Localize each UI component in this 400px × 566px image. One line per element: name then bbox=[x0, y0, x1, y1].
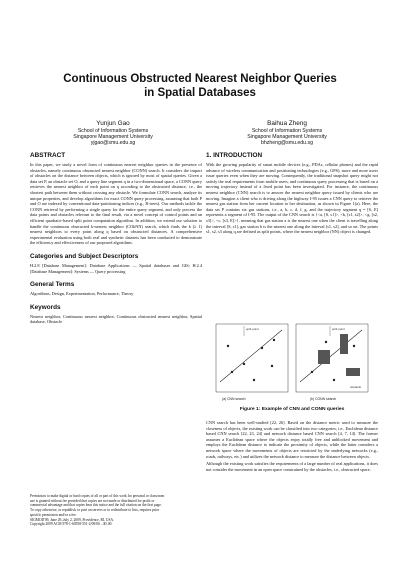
author-school: School of Information Systems bbox=[77, 128, 149, 134]
title-line-1: Continuous Obstructed Nearest Neighbor Queries bbox=[63, 73, 337, 85]
author-block-1 bbox=[28, 120, 198, 147]
introduction-paragraph-2: CNN search has been well-studied [22, 26]. Based on the distance metric used to measure the closeness of objects, the existing work can be classified into two categories, i.e., Euclidean distance based CNN search [22, 23, 24] and network distance based CNN search [4, 7, 14]. The former assumes a Euclidean space where the objects enjoy totally free and unblocked movement and employs the Euclidean distance to indicate the proximity of objects, while the latter considers a network space where the movements of objects are restricted by the underlying networks (e.g., roads, railways, etc.) and utilizes the network distance to measure the distance between objects. bbox=[206, 420, 378, 459]
author-email: bhzheng@smu.edu.sg bbox=[261, 140, 313, 147]
keywords-text: Nearest neighbor, Continuous nearest neighbor, Continuous obstructed nearest neighbor, Spatial database, Obstacle bbox=[30, 313, 202, 325]
categories-heading: Categories and Subject Descriptors bbox=[30, 252, 139, 260]
split-point-label-b: split point bbox=[332, 327, 345, 331]
copyright-venue: SIGMOD'09, June 29–July 2, 2009, Providence, RI, USA. bbox=[30, 517, 115, 522]
categories-text: H.2.8 [Database Management]: Database Applications — Spatial databases and GIS; H.2.4 [Database Management]: Systems — Query processing bbox=[30, 262, 202, 274]
author-university: Singapore Management University bbox=[247, 134, 327, 141]
figure-1-caption: Figure 1: Example of CNN and CONN queries bbox=[239, 407, 345, 412]
title-line-2: in Spatial Databases bbox=[144, 87, 256, 99]
introduction-paragraph-3: Although the existing work satisfies the requirements of a large number of real applications, it does not consider the movement in an open space constrained by the obstacles, i.e., obstructed space. bbox=[206, 461, 378, 472]
keywords-heading: Keywords bbox=[30, 303, 61, 311]
obstacle-label: obstacle bbox=[350, 385, 362, 389]
abstract-heading: ABSTRACT bbox=[30, 152, 66, 159]
subfigure-a-label: (a) CNN search bbox=[222, 397, 246, 401]
author-name: Yunjun Gao bbox=[96, 120, 130, 127]
copyright-line: Copyright 2009 ACM 978-1-60558-551-2/09/06 ...$5.00. bbox=[30, 522, 113, 527]
panel-b-conn-query bbox=[296, 324, 368, 392]
panel-a-cnn-query bbox=[216, 324, 288, 392]
paper-title bbox=[0, 72, 400, 100]
author-name: Baihua Zheng bbox=[267, 120, 307, 127]
copyright-notice bbox=[30, 494, 166, 527]
abstract-text: In this paper, we study a novel form of continuous nearest neighbor queries in the presence of obstacles, namely continuous obstructed nearest neighbor (CONN) search. It considers the impact of obstacles on the distance between objects, which is ignored by most of spatial queries. Given a data set P, an obstacle set O, and a query line segment q in a two-dimensional space, a CONN query retrieves the nearest neighbor of each point on q according to the obstructed distance, i.e., the shortest path between them without crossing any obstacle. We formulate CONN search, analyze its unique properties, and develop algorithms for exact CONN query processing, assuming that both P and O are indexed by conventional data-partitioning indices (e.g., R-trees). Our methods tackle the CONN retrieval by performing a single query for the entire query segment, and only process the data points and obstacles relevant to the final result, via a novel concept of control points and an efficient quadratic-based split point computation algorithm. In addition, we extend our solution to handle the continuous obstructed k-nearest neighbor (COkNN) search, which finds the k (≥ 1) nearest neighbors to every point along q based on obstructed distances. A comprehensive experimental evaluation using both real and synthetic datasets has been conducted to demonstrate the efficiency and effectiveness of our proposed algorithms. bbox=[30, 162, 202, 246]
figure-1-diagram bbox=[214, 322, 370, 404]
figure-1 bbox=[214, 322, 370, 404]
copyright-text: Permission to make digital or hard copies of all or part of this work for personal or classroom use is granted without fee provided that copies are not made or distributed for profit or commercial advantage and that copies bear this notice and the full citation on the first page. To copy otherwise, or republish, to post on servers or to redistribute to lists, requires prior specific permission and/or a fee. bbox=[30, 494, 165, 517]
author-university: Singapore Management University bbox=[73, 134, 153, 141]
general-terms-text: Algorithms, Design, Experimentation, Performance, Theory bbox=[30, 291, 134, 297]
left-column bbox=[30, 152, 202, 327]
subfigure-b-label: (b) CONN search bbox=[310, 397, 337, 401]
author-school: School of Information Systems bbox=[251, 128, 323, 134]
right-column-continued bbox=[206, 420, 378, 474]
general-terms-heading: General Terms bbox=[30, 281, 75, 289]
right-column bbox=[206, 152, 378, 237]
split-point-label-a: split point bbox=[246, 327, 259, 331]
introduction-paragraph-1: With the growing popularity of smart mobile devices (e.g., PDAs, cellular phones) and the rapid advance of wireless communication and positioning technologies (e.g., GPS), more and more users issue queries even when they are moving. Consequently, the traditional snapshot query might not satisfy the real requirements from mobile users, and continuous query processing that is based on a moving trajectory instead of a fixed point has been investigated. For instance, the continuous nearest neighbor (CNN) search is to answer the nearest neighbor query issued by clients who are moving. Imagine a client who is driving along the highway I-95 issues a CNN query to retrieve the nearest gas station from her current location to her destination, as shown in Figure 1(a). Here, the data set P contains six gas stations, i.e., a, b, c, d, f, g, and the trajectory segment q = [S, E] represents a segment of I-95. The output of the CNN search is {<a, [S, s1]>, <b, [s1, s2]>, <g, [s2, s3]>, <c, [s3, E]>}, meaning that gas station a is the nearest one when the client is travelling along the interval [S, s1], gas station b is the nearest one along the interval [s1, s2], and so on. The points s1, s2, s3 along q are defined as split points, where the nearest neighbor (NN) object is changed. bbox=[206, 162, 378, 235]
introduction-heading: 1. INTRODUCTION bbox=[206, 152, 263, 159]
author-email: yjgao@smu.edu.sg bbox=[90, 140, 136, 147]
author-block-2 bbox=[202, 120, 372, 147]
